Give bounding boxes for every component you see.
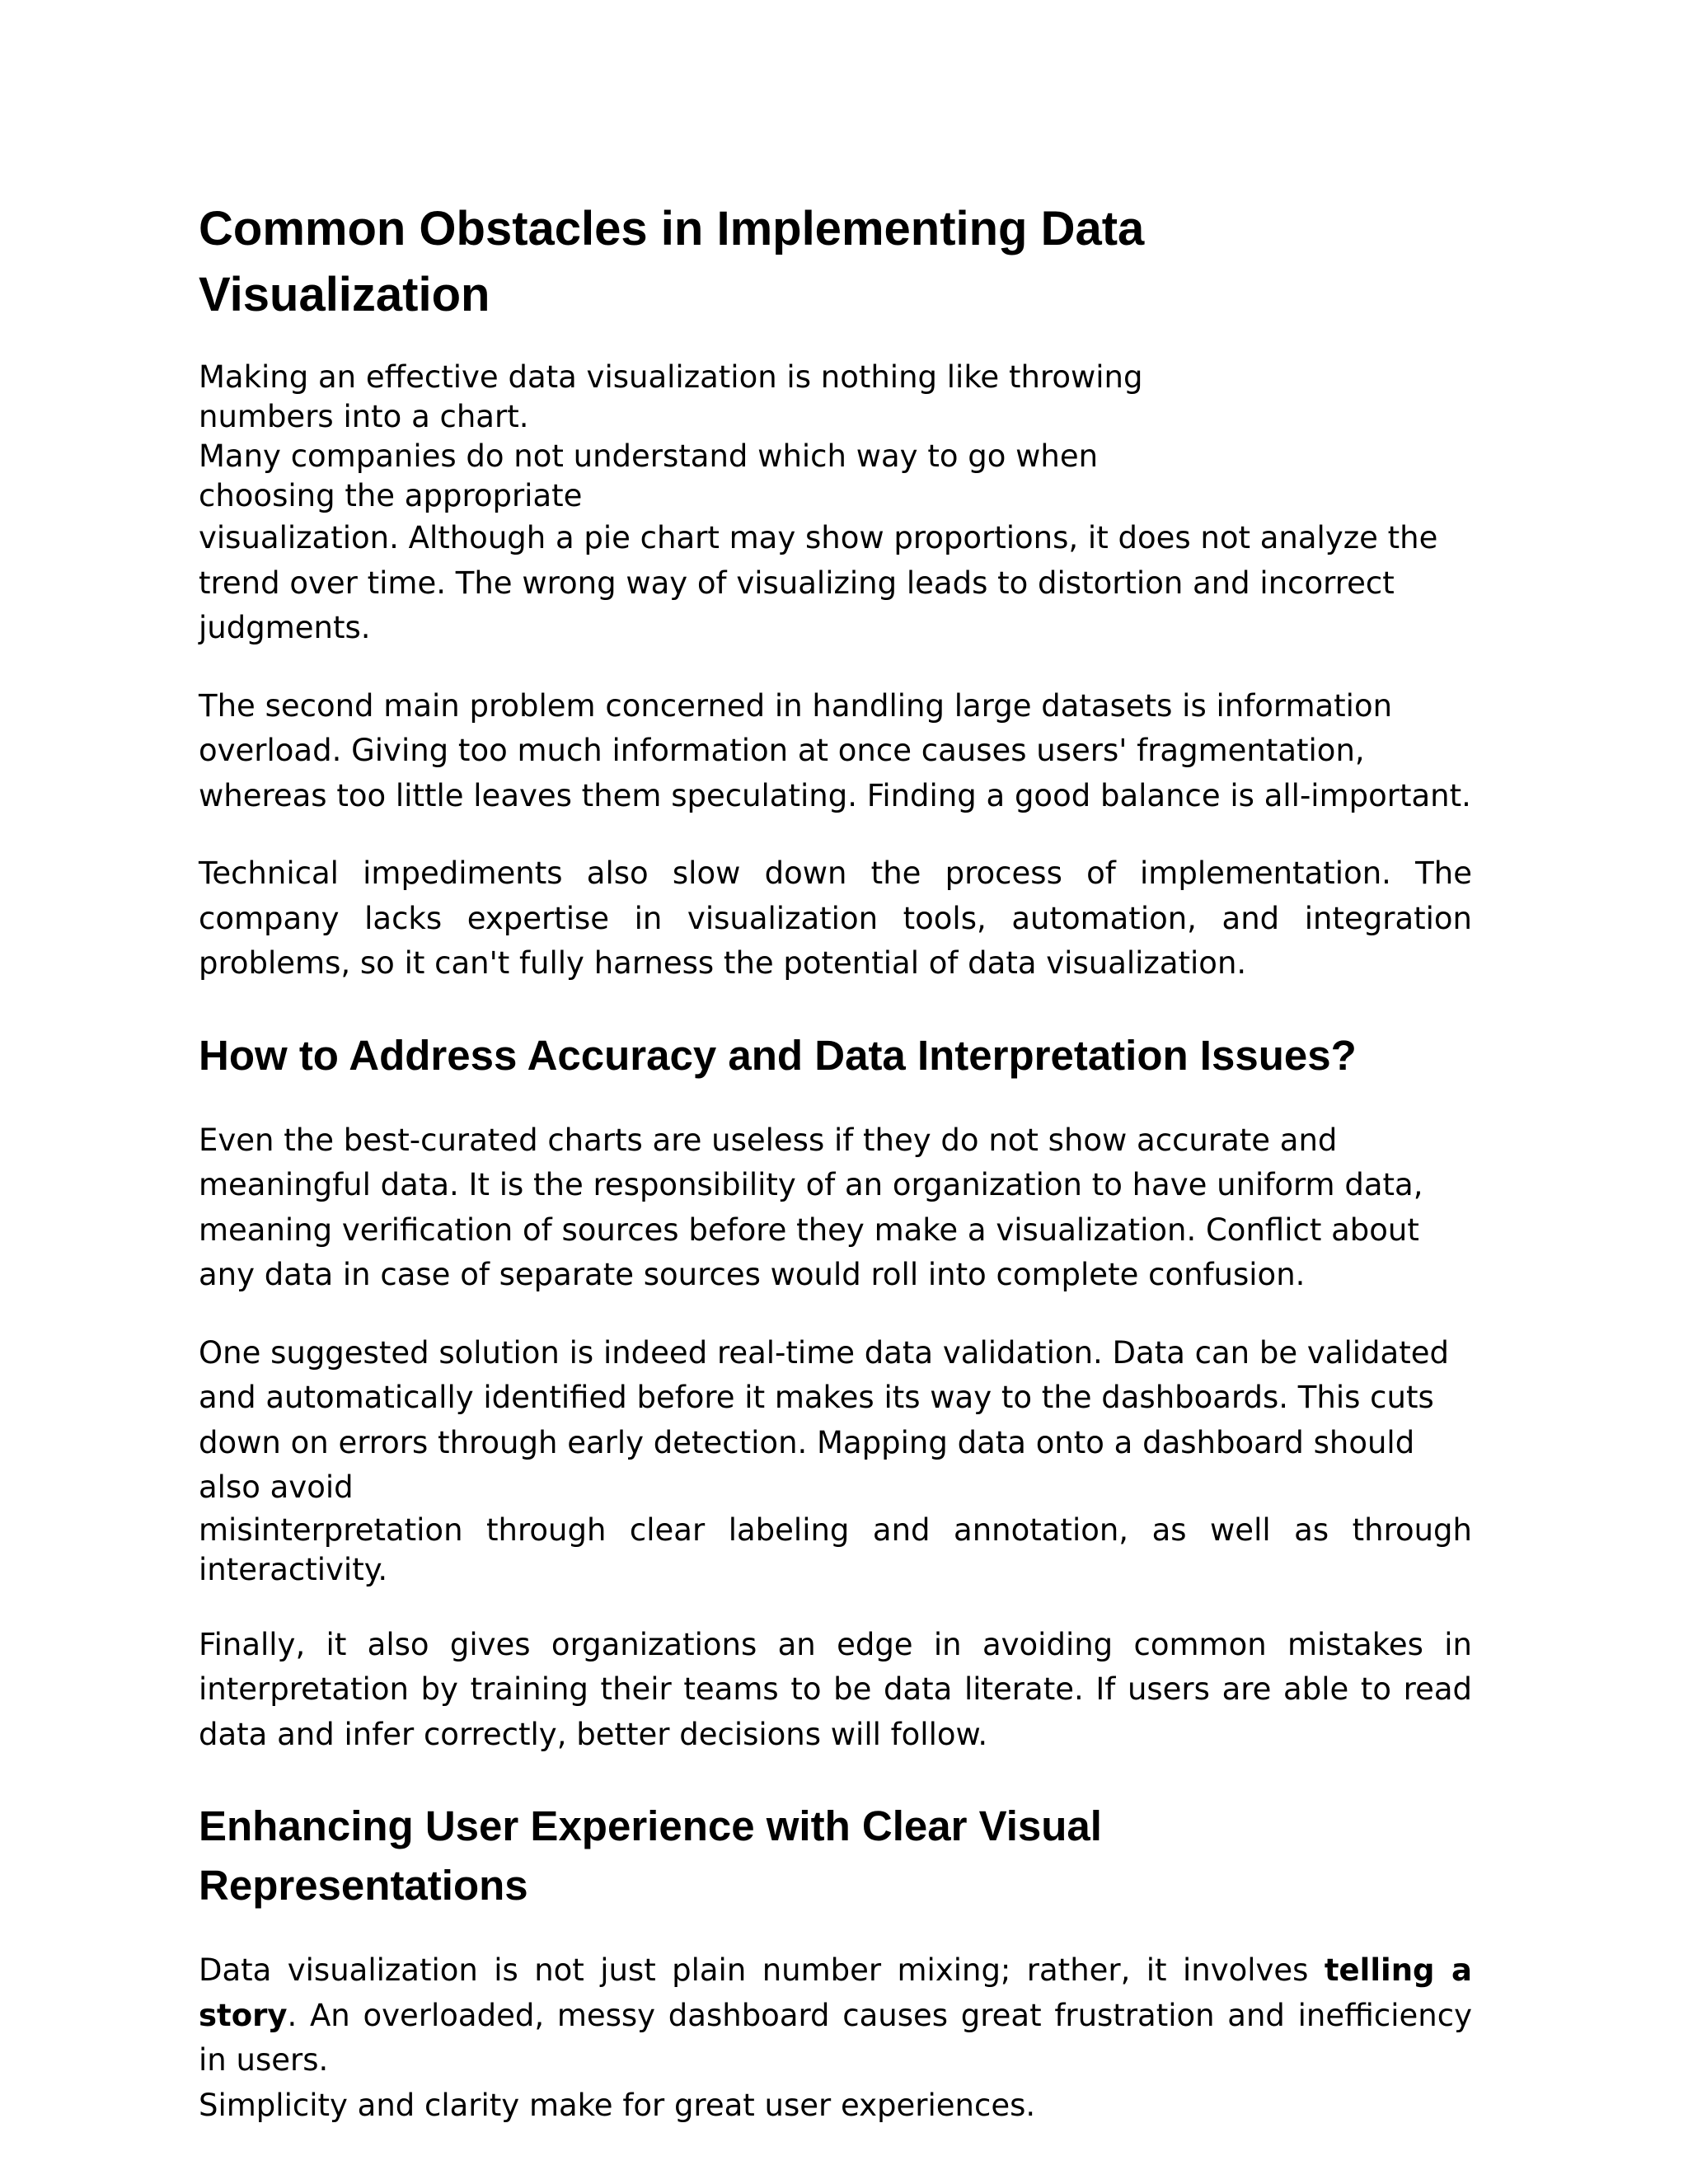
paragraph-line: One suggested solution is indeed real-time data validation. Data can be validated and automatically identified before it makes its way to the dashboards. This cuts down on errors through early detection. Mapping data onto a dashboard should also avoid: [199, 1334, 1449, 1505]
bold-text: telling a story: [199, 1952, 1473, 2033]
paragraph-information-overload: The second main problem concerned in handling large datasets is information overload. Giving too much information at once causes users' fragmentation, whereas too little leaves them speculating. Finding a good balance is all-important.: [199, 687, 1471, 813]
section-heading-accuracy: How to Address Accuracy and Data Interpretation Issues?: [199, 1031, 1357, 1079]
paragraph-real-time-validation: [199, 1331, 1472, 1590]
paragraph-making-effective: [199, 358, 1472, 651]
paragraph-data-literacy: Finally, it also gives organizations an edge in avoiding common mistakes in interpretation by training their teams to be data literate. If users are able to read data and infer correctly, better decisions will follow.: [199, 1626, 1472, 1752]
paragraph-telling-a-story: [199, 1948, 1472, 2128]
document-page: [199, 196, 1472, 2128]
paragraph-line: Simplicity and clarity make for great user experiences.: [199, 2087, 1036, 2123]
paragraph-line: [199, 1948, 1472, 2083]
paragraph-line: visualization. Although a pie chart may show proportions, it does not analyze the trend over time. The wrong way of visualizing leads to distortion and incorrect judgments.: [199, 520, 1438, 645]
paragraph-technical-impediments: Technical impediments also slow down the process of implementation. The company lacks expertise in visualization tools, automation, and integration problems, so it can't fully harness the potential of data visualization.: [199, 855, 1472, 981]
text-run: . An overloaded, messy dashboard causes great frustration and inefficiency in users.: [199, 1997, 1472, 2078]
paragraph-line: choosing the appropriate: [199, 478, 583, 513]
text-run: Data visualization is not just plain number mixing; rather, it involves: [199, 1952, 1325, 1988]
paragraph-accurate-data: Even the best-curated charts are useless if they do not show accurate and meaningful data. It is the responsibility of an organization to have uniform data, meaning verification of sources before they make a visualization. Conflict about any data in case of separate sources would roll into complete confusion.: [199, 1122, 1423, 1292]
paragraph-line: Many companies do not understand which way to go when: [199, 438, 1099, 474]
paragraph-line: misinterpretation through clear labeling and annotation, as well as through interactivity.: [199, 1511, 1472, 1587]
paragraph-line: numbers into a chart.: [199, 399, 529, 434]
paragraph-line: Making an effective data visualization is nothing like throwing: [199, 359, 1143, 395]
section-heading-common-obstacles: Common Obstacles in Implementing Data Visualization: [199, 202, 1145, 321]
section-heading-user-experience: Enhancing User Experience with Clear Visual Representations: [199, 1802, 1102, 1909]
